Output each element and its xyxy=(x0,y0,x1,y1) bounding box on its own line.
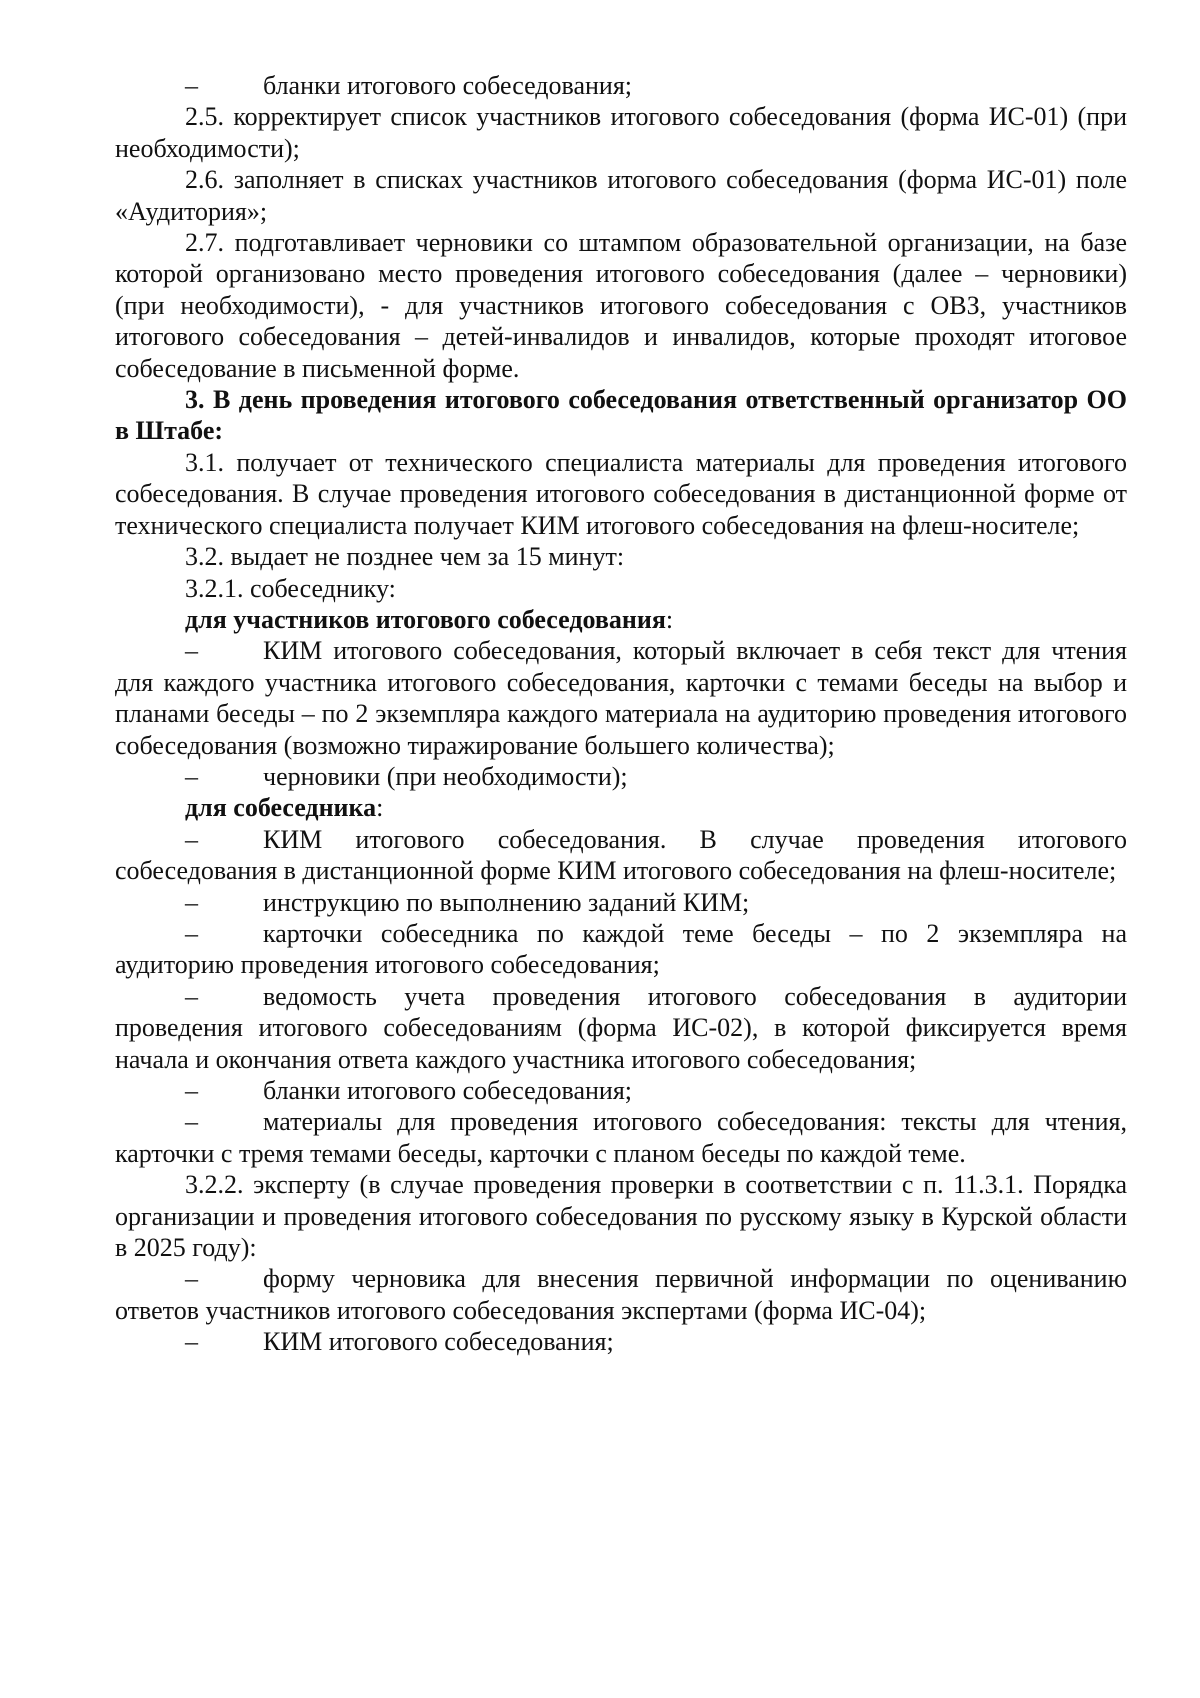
document-page xyxy=(115,70,1127,1358)
bullet-text: бланки итогового собеседования; xyxy=(263,71,633,100)
bullet-item xyxy=(115,1263,1127,1326)
subheading-tail: : xyxy=(376,793,384,823)
bullet-item xyxy=(115,981,1127,1075)
paragraph: 2.7. подготавливает черновики со штампом образовательной организации, на базе которой организовано место проведения итогового собеседования (далее – черновики) (при необходимости), - для участников итогового собеседования с ОВЗ, участников итогового собеседования – детей-инвалидов и инвалидов, которые проходят итоговое собеседование в письменной форме. xyxy=(115,228,1127,383)
bullet-text: форму черновика для внесения первичной информации по оцениванию ответов участников итогового собеседования экспертами (форма ИС-04); xyxy=(115,1264,1127,1325)
bullet-item xyxy=(115,70,1127,101)
paragraph: 2.6. заполняет в списках участников итогового собеседования (форма ИС-01) поле «Аудитория»; xyxy=(115,165,1127,226)
subheading xyxy=(115,604,1127,635)
dash-mark: – xyxy=(185,1264,198,1294)
dash-mark: – xyxy=(185,1327,198,1357)
dash-mark: – xyxy=(185,636,198,666)
bullet-text: ведомость учета проведения итогового собеседования в аудитории проведения итогового собеседованиям (форма ИС-02), в которой фиксируется время начала и окончания ответа каждого участника итогового собеседования; xyxy=(115,981,1127,1074)
bullet-item xyxy=(115,1075,1127,1106)
bullet-item xyxy=(115,887,1127,918)
section-heading: 3. В день проведения итогового собеседования ответственный организатор ОО в Штабе: xyxy=(115,385,1127,446)
dash-mark: – xyxy=(185,981,198,1011)
bullet-text: материалы для проведения итогового собеседования: тексты для чтения, карточки с тремя темами беседы, карточки с планом беседы по каждой теме. xyxy=(115,1107,1127,1168)
bullet-text: КИМ итогового собеседования, который включает в себя текст для чтения для каждого участника итогового собеседования, карточки с темами беседы на выбор и планами беседы – по 2 экземпляра каждого материала на аудиторию проведения итогового собеседования (возможно тиражирование большего количества); xyxy=(115,636,1127,760)
subheading-lead: для собеседника xyxy=(185,793,377,823)
bullet-text: карточки собеседника по каждой теме беседы – по 2 экземпляра на аудиторию проведения итогового собеседования; xyxy=(115,918,1127,980)
paragraph: 3.1. получает от технического специалиста материалы для проведения итогового собеседования. В случае проведения итогового собеседования в дистанционной форме от технического специалиста получает КИМ итогового собеседования на флеш-носителе; xyxy=(115,447,1127,540)
dash-mark: – xyxy=(185,887,198,917)
bullet-item xyxy=(115,1326,1127,1357)
bullet-text: КИМ итогового собеседования; xyxy=(263,1327,614,1357)
dash-mark: – xyxy=(185,71,198,100)
bullet-item xyxy=(115,918,1127,981)
bullet-text: КИМ итогового собеседования. В случае проведения итогового собеседования в дистанционной форме КИМ итогового собеседования на флеш-носителе; xyxy=(115,824,1127,886)
dash-mark: – xyxy=(185,761,198,791)
subheading-lead: для участников итогового собеседования xyxy=(185,604,666,634)
paragraph: 3.2. выдает не позднее чем за 15 минут: xyxy=(185,542,625,572)
bullet-text: инструкцию по выполнению заданий КИМ; xyxy=(263,887,750,917)
dash-mark: – xyxy=(185,824,198,854)
bullet-text: черновики (при необходимости); xyxy=(263,761,628,791)
bullet-item xyxy=(115,824,1127,887)
subheading xyxy=(115,792,1127,823)
paragraph: 3.2.1. собеседнику: xyxy=(185,573,396,603)
paragraph: 2.5. корректирует список участников итогового собеседования (форма ИС-01) (при необходимости); xyxy=(115,102,1127,163)
bullet-item xyxy=(115,635,1127,761)
subheading-tail: : xyxy=(665,604,674,634)
bullet-text: бланки итогового собеседования; xyxy=(263,1076,633,1105)
bullet-item xyxy=(115,1106,1127,1169)
bullet-item xyxy=(115,761,1127,792)
dash-mark: – xyxy=(185,1076,198,1105)
dash-mark: – xyxy=(185,1107,198,1137)
dash-mark: – xyxy=(185,918,198,948)
paragraph: 3.2.2. эксперту (в случае проведения проверки в соответствии с п. 11.3.1. Порядка организации и проведения итогового собеседования по русскому языку в Курской области в 2025 году): xyxy=(115,1170,1127,1263)
